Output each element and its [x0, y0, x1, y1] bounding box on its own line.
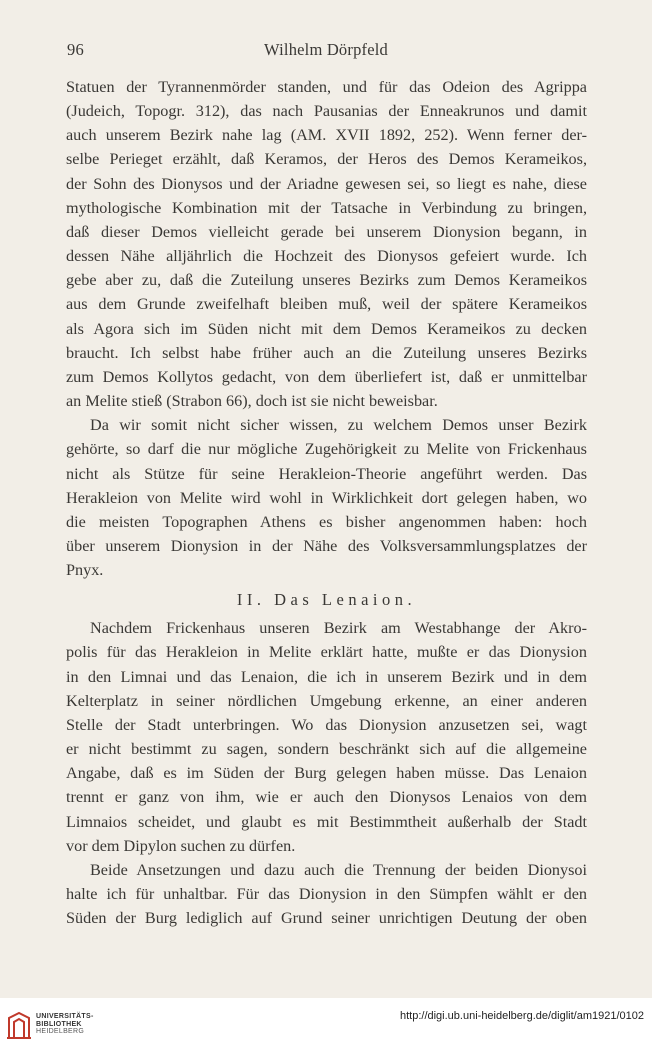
logo-outline: [9, 1013, 29, 1037]
text-line: als Agora sich im Süden nicht mit dem Demos Kerameikos zu decken: [66, 319, 587, 338]
text-line: daß dieser Demos vielleicht gerade bei unserem Dionysion begann, in: [66, 222, 587, 241]
text-line: nicht als Stütze für seine Herakleion-Theorie angeführt werden. Das: [66, 464, 587, 483]
section-heading: II. Das Lenaion.: [236, 590, 417, 610]
text-line: Da wir somit nicht sicher wissen, zu welchem Demos unser Bezirk: [90, 416, 587, 435]
text-line: polis für das Herakleion in Melite erklärt hatte, mußte er das Dionysion: [66, 643, 587, 662]
text-line: (Judeich, Topogr. 312), das nach Pausanias der Enneakrunos und damit: [66, 102, 587, 121]
text-line: gehörte, so darf die nur mögliche Zugehörigkeit zu Melite von Frickenhaus: [66, 440, 587, 459]
text-line: Süden der Burg lediglich auf Grund seiner unrichtigen Deutung der oben: [66, 909, 587, 928]
paragraph-2: [66, 413, 587, 582]
text-line: Herakleion von Melite wird wohl in Wirklichkeit dort gelegen haben, wo: [66, 488, 587, 507]
paragraph-3: [66, 616, 587, 858]
text-line: dessen Nähe alljährlich die Hochzeit des Dionysos gefeiert wurde. Ich: [66, 247, 587, 266]
text-line: gebe aber zu, daß die Zuteilung unseres Bezirks zum Demos Kerameikos: [66, 271, 587, 290]
text-line: Kelterplatz in seiner nördlichen Umgebung erkenne, an einer anderen: [66, 691, 587, 710]
text-line: aus dem Grunde zweifelhaft bleiben muß, weil der spätere Kerameikos: [66, 295, 587, 314]
text-line: zum Demos Kollytos gedacht, von dem überliefert ist, daß er unmittelbar: [66, 367, 587, 386]
text-line: Beide Ansetzungen und dazu auch die Trennung der beiden Dionysoi: [90, 860, 587, 879]
text-line: der Sohn des Dionysos und der Ariadne gewesen sei, so liegt es nahe, diese: [66, 174, 587, 193]
text-line: Angabe, daß es im Süden der Burg gelegen haben müsse. Das Lenaion: [66, 764, 587, 783]
text-line: Pnyx.: [66, 561, 104, 580]
library-logo-icon[interactable]: [6, 1010, 32, 1040]
text-line: auch unserem Bezirk nahe lag (AM. XVII 1892, 252). Wenn ferner der-: [66, 126, 587, 145]
text-line: an Melite stieß (Strabon 66), doch ist sie nicht beweisbar.: [66, 392, 438, 411]
text-line: braucht. Ich selbst habe früher auch an die Zuteilung unseres Bezirks: [66, 343, 587, 362]
source-url[interactable]: http://digi.ub.uni-heidelberg.de/diglit/am1921/0102: [399, 1010, 644, 1022]
text-line: die meisten Topographen Athens es bisher angenommen haben: hoch: [66, 512, 587, 531]
text-line: Nachdem Frickenhaus unseren Bezirk am Westabhange der Akro-: [90, 619, 587, 638]
text-line: trennt er ganz von ihm, wie er auch den Dionysos Lenaios von dem: [66, 788, 587, 807]
text-line: halte ich für unhaltbar. Für das Dionysion in den Sümpfen wählt er den: [66, 885, 587, 903]
body-text: [66, 75, 587, 930]
page-number: 96: [67, 40, 84, 59]
text-line: Stelle der Stadt unterbringen. Wo das Dionysion anzusetzen sei, wagt: [66, 715, 587, 734]
text-line: er nicht bestimmt zu sagen, sondern beschränkt sich auf die allgemeine: [66, 740, 587, 759]
library-name-line1: UNIVERSITÄTS-: [36, 1013, 94, 1020]
paragraph-4: [66, 858, 587, 930]
text-line: vor dem Dipylon suchen zu dürfen.: [66, 836, 296, 855]
text-line: Statuen der Tyrannenmörder standen, und für das Odeion des Agrippa: [66, 78, 587, 96]
text-line: über unserem Dionysion in der Nähe des Volksversammlungsplatzes der: [66, 536, 587, 555]
page-header: [67, 40, 585, 64]
running-head: Wilhelm Dörpfeld: [264, 40, 388, 59]
library-name-line3: HEIDELBERG: [36, 1028, 85, 1035]
library-name: [36, 1013, 94, 1036]
text-line: in den Limnai und das Lenaion, die ich in unserem Bezirk und in dem: [66, 667, 587, 686]
logo-inner: [14, 1019, 24, 1037]
text-line: selbe Perieget erzählt, daß Keramos, der Heros des Demos Kerameikos,: [66, 150, 587, 169]
paragraph-1: [66, 75, 587, 413]
text-line: Limnaios scheidet, und glaubt es mit Bestimmtheit außerhalb der Stadt: [66, 812, 587, 831]
library-name-line2: BIBLIOTHEK: [36, 1020, 82, 1028]
text-line: mythologische Kombination mit der Tatsache in Verbindung zu bringen,: [66, 198, 587, 217]
viewer-footer: [0, 998, 652, 1052]
